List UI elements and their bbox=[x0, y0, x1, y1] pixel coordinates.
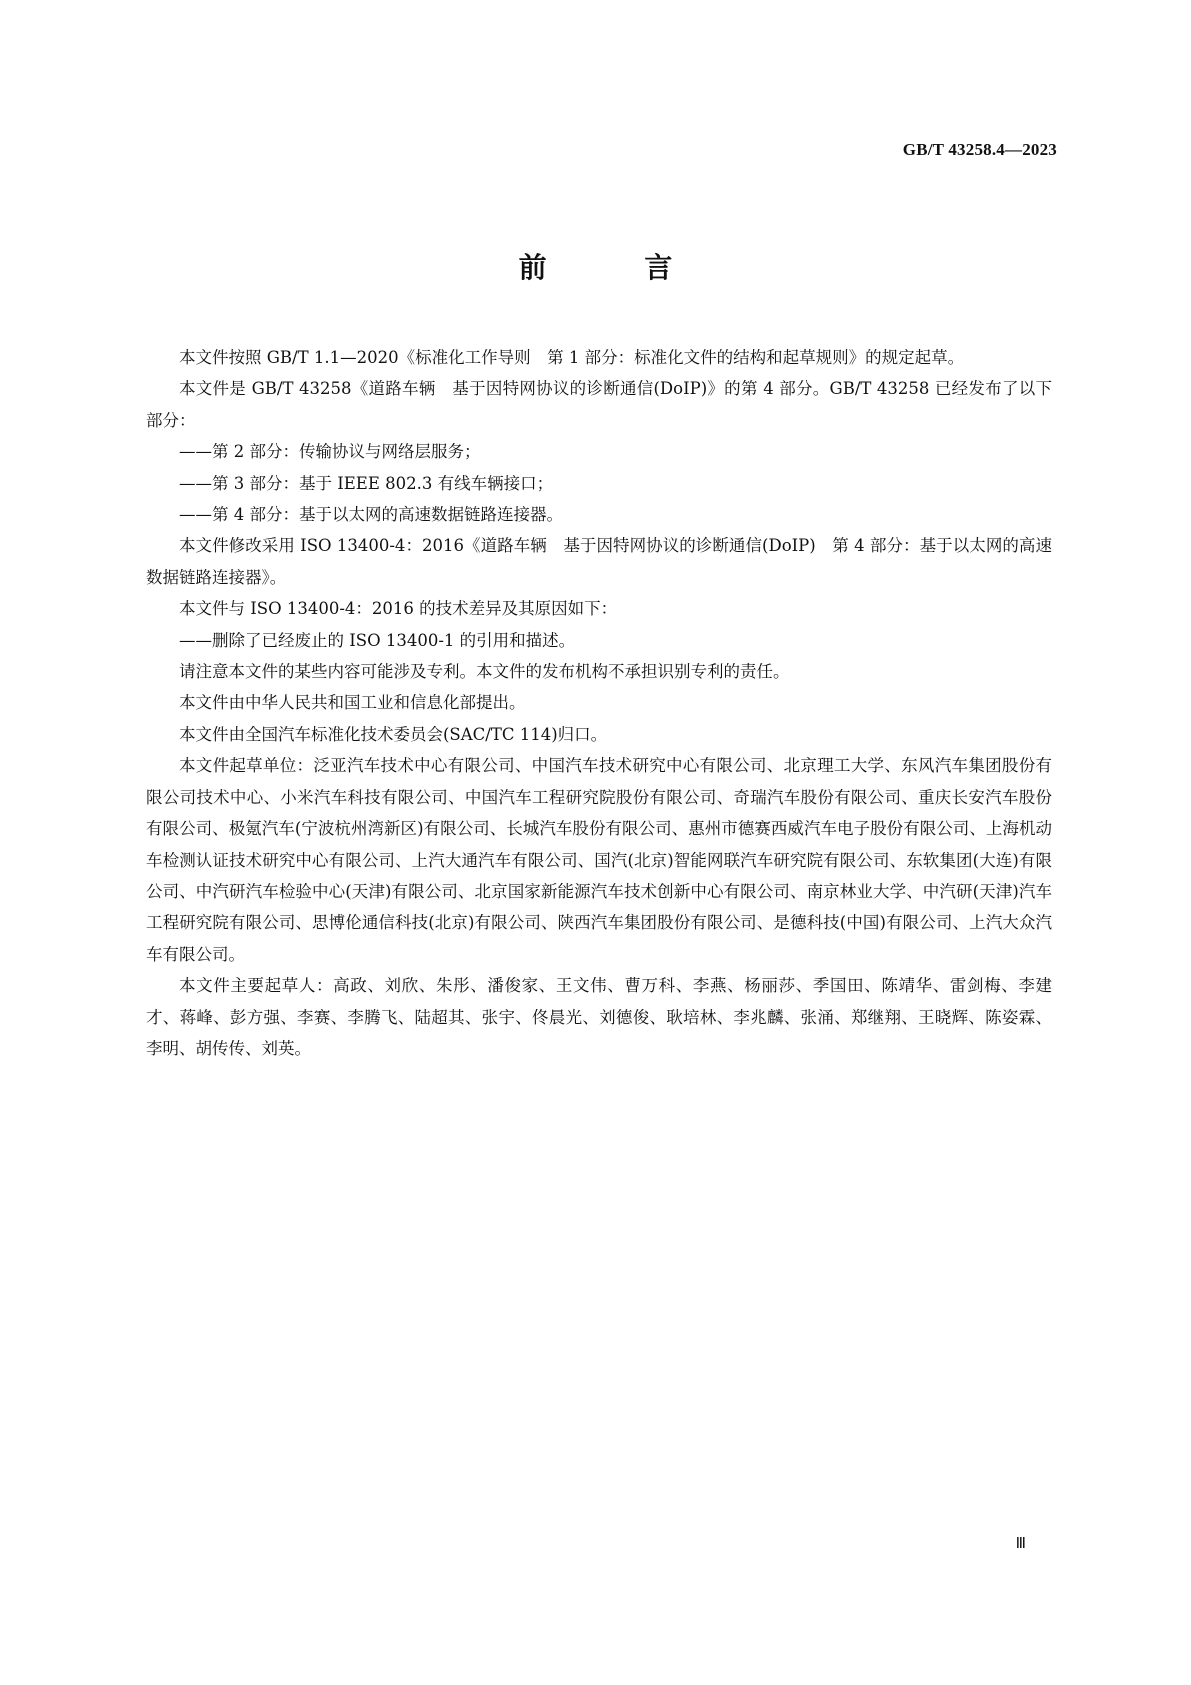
page-title: 前 言 bbox=[518, 251, 717, 284]
list-item-part-4: ——第 4 部分：基于以太网的高速数据链路连接器。 bbox=[179, 505, 563, 525]
preface-body bbox=[146, 342, 1052, 1064]
paragraph-drafters: 本文件主要起草人：高政、刘欣、朱彤、潘俊家、王文伟、曹万科、李燕、杨丽莎、季国田、陈靖华、雷剑梅、李建才、蒋峰、彭方强、李赛、李腾飞、陆超其、张宇、佟晨光、刘德俊、耿培林、李兆麟、张涌、郑继翔、王晓辉、陈姿霖、李明、胡传传、刘英。 bbox=[146, 976, 1052, 1058]
paragraph-iso-adoption: 本文件修改采用 ISO 13400-4：2016《道路车辆 基于因特网协议的诊断通信(DoIP) 第 4 部分：基于以太网的高速数据链路连接器》。 bbox=[146, 536, 1052, 587]
paragraph-drafting-rules: 本文件按照 GB/T 1.1—2020《标准化工作导则 第 1 部分：标准化文件的结构和起草规则》的规定起草。 bbox=[179, 348, 965, 367]
list-item-part-3: ——第 3 部分：基于 IEEE 802.3 有线车辆接口； bbox=[179, 473, 554, 493]
paragraph-drafting-units: 本文件起草单位：泛亚汽车技术中心有限公司、中国汽车技术研究中心有限公司、北京理工大学、东风汽车集团股份有限公司技术中心、小米汽车科技有限公司、中国汽车工程研究院股份有限公司、奇瑞汽车股份有限公司、重庆长安汽车股份有限公司、极氪汽车(宁波杭州湾新区)有限公司、长城汽车股份有限公司、惠州市德赛西威汽车电子股份有限公司、上海机动车检测认证技术研究中心有限公司、上汽大通汽车有限公司、国汽(北京)智能网联汽车研究院有限公司、东软集团(大连)有限公司、中汽研汽车检验中心(天津)有限公司、北京国家新能源汽车技术创新中心有限公司、南京林业大学、中汽研(天津)汽车工程研究院有限公司、思博伦通信科技(北京)有限公司、陕西汽车集团股份有限公司、是德科技(中国)有限公司、上汽大众汽车有限公司。 bbox=[146, 756, 1052, 964]
paragraph-series-intro: 本文件是 GB/T 43258《道路车辆 基于因特网协议的诊断通信(DoIP)》的第 4 部分。GB/T 43258 已经发布了以下部分： bbox=[146, 379, 1052, 430]
paragraph-proposer: 本文件由中华人民共和国工业和信息化部提出。 bbox=[179, 693, 526, 713]
paragraph-patent-notice: 请注意本文件的某些内容可能涉及专利。本文件的发布机构不承担识别专利的责任。 bbox=[179, 662, 790, 682]
document-number: GB/T 43258.4—2023 bbox=[902, 140, 1057, 159]
paragraph-technical-differences: 本文件与 ISO 13400-4：2016 的技术差异及其原因如下： bbox=[179, 599, 618, 619]
list-item-part-2: ——第 2 部分：传输协议与网络层服务； bbox=[179, 442, 481, 462]
page-number: Ⅲ bbox=[1015, 1536, 1026, 1552]
paragraph-committee: 本文件由全国汽车标准化技术委员会(SAC/TC 114)归口。 bbox=[179, 724, 608, 744]
list-item-difference: ——删除了已经废止的 ISO 13400-1 的引用和描述。 bbox=[179, 630, 576, 650]
